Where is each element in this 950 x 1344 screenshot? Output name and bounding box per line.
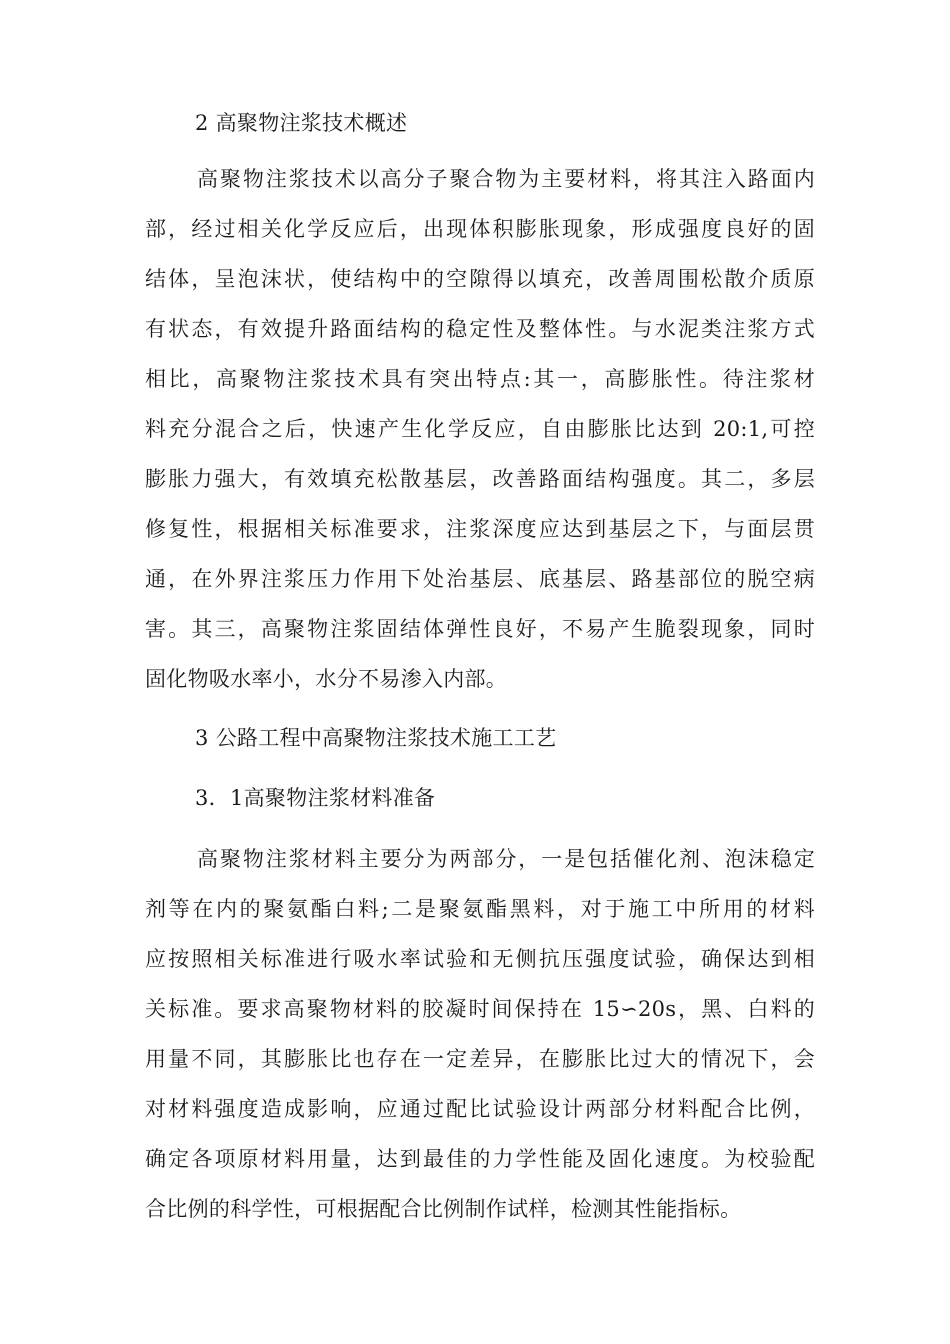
section-2-paragraph <box>145 154 815 704</box>
paragraph-line: 有状态，有效提升路面结构的稳定性及整体性。与水泥类注浆方式 <box>145 317 815 341</box>
paragraph-line: 高聚物注浆技术以高分子聚合物为主要材料，将其注入路面内 <box>197 167 815 191</box>
paragraph-line: 膨胀力强大，有效填充松散基层，改善路面结构强度。其二，多层 <box>145 467 815 491</box>
paragraph-line: 合比例的科学性，可根据配合比例制作试样，检测其性能指标。 <box>145 1197 742 1221</box>
paragraph-line: 确定各项原材料用量，达到最佳的力学性能及固化速度。为校验配 <box>145 1147 815 1171</box>
paragraph-line: 害。其三，高聚物注浆固结体弹性良好，不易产生脆裂现象，同时 <box>145 617 815 641</box>
paragraph-line: 关标准。要求高聚物材料的胶凝时间保持在 15∽20s，黑、白料的 <box>145 997 815 1021</box>
paragraph-line: 对材料强度造成影响，应通过配比试验设计两部分材料配合比例， <box>145 1097 815 1121</box>
section-3-heading: 3 公路工程中高聚物注浆技术施工工艺 <box>195 726 557 750</box>
paragraph-line: 料充分混合之后，快速产生化学反应，自由膨胀比达到 20:1,可控 <box>145 417 815 441</box>
section-2-heading: 2 高聚物注浆技术概述 <box>195 111 408 135</box>
paragraph-line: 部，经过相关化学反应后，出现体积膨胀现象，形成强度良好的固 <box>145 217 815 241</box>
paragraph-line: 结体，呈泡沫状，使结构中的空隙得以填充，改善周围松散介质原 <box>145 267 815 291</box>
paragraph-line: 通，在外界注浆压力作用下处治基层、底基层、路基部位的脱空病 <box>145 567 815 591</box>
paragraph-line: 高聚物注浆材料主要分为两部分，一是包括催化剂、泡沫稳定 <box>197 847 815 871</box>
paragraph-line: 固化物吸水率小，水分不易渗入内部。 <box>145 667 508 691</box>
section-3-1-heading: 3．1高聚物注浆材料准备 <box>195 786 436 810</box>
paragraph-line: 应按照相关标准进行吸水率试验和无侧抗压强度试验，确保达到相 <box>145 947 815 971</box>
paragraph-line: 用量不同，其膨胀比也存在一定差异，在膨胀比过大的情况下，会 <box>145 1047 815 1071</box>
section-3-1-paragraph <box>145 834 815 1234</box>
paragraph-line: 修复性，根据相关标准要求，注浆深度应达到基层之下，与面层贯 <box>145 517 815 541</box>
paragraph-line: 剂等在内的聚氨酯白料;二是聚氨酯黑料，对于施工中所用的材料 <box>145 897 815 921</box>
paragraph-line: 相比，高聚物注浆技术具有突出特点:其一，高膨胀性。待注浆材 <box>145 367 815 391</box>
